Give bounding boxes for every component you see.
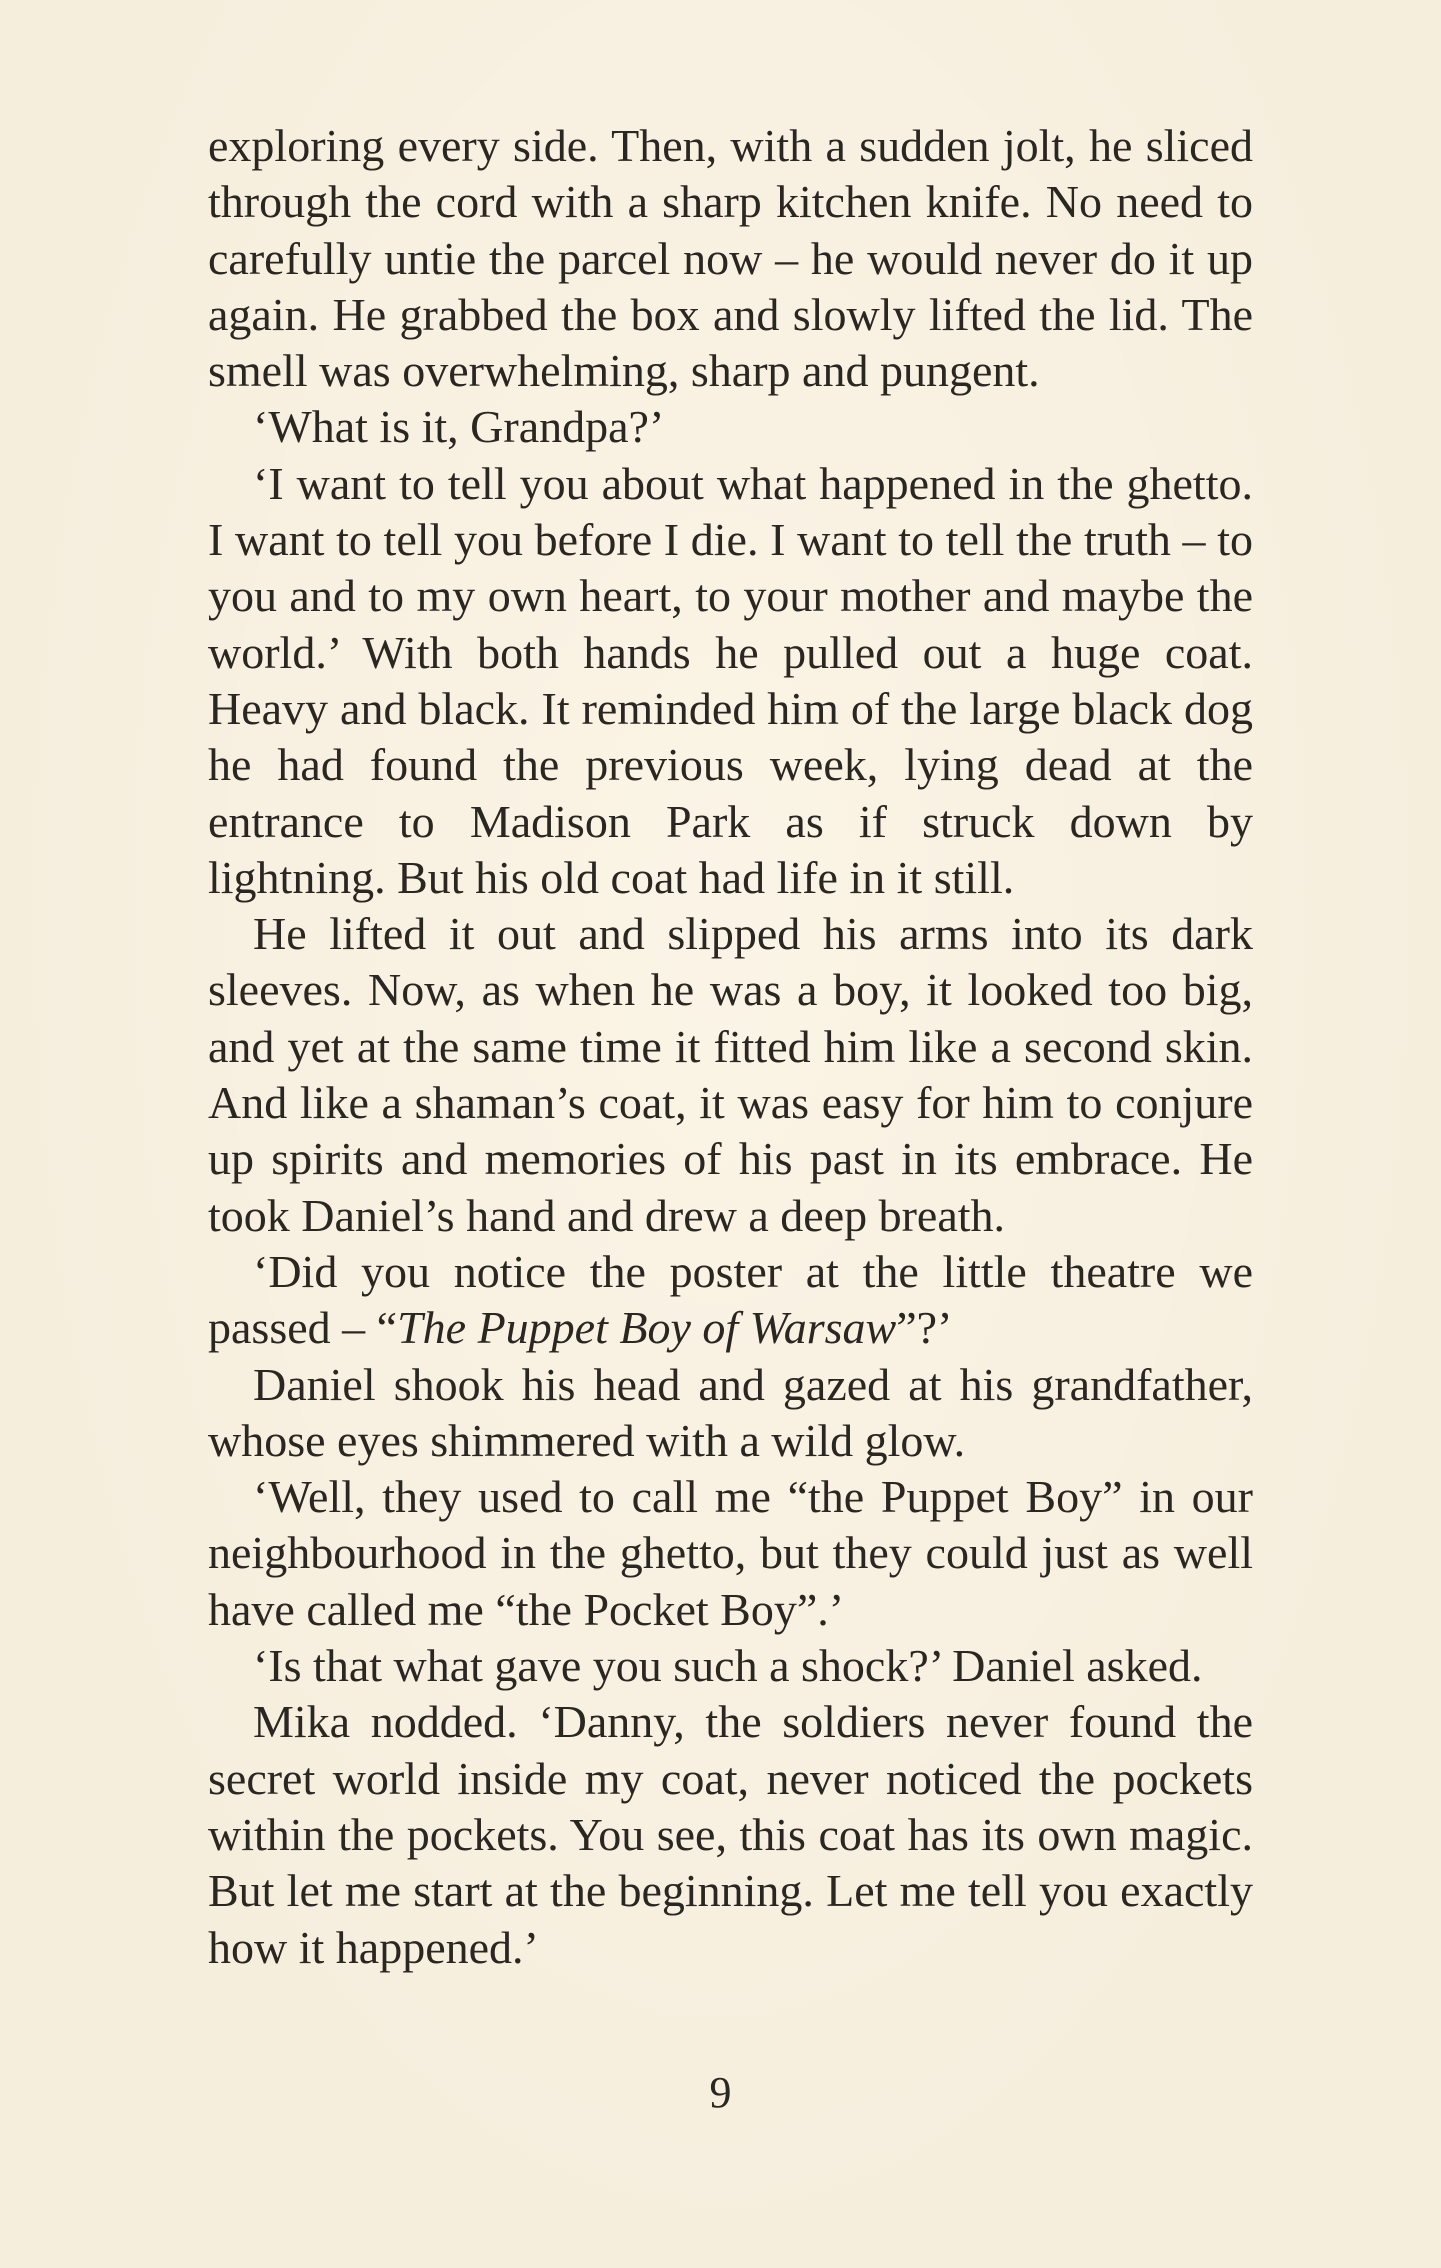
paragraph-7: ‘Well, they used to call me “the Puppet Boy” in our neighbourhood in the ghetto, but they could just as well have called me “the Pocket Boy”.’	[208, 1471, 1253, 1635]
paragraph-3: ‘I want to tell you about what happened in the ghetto. I want to tell you before I die. I want to tell the truth – to you and to my own heart, to your mother and maybe the world.’ With both hands he pulled out a huge coat. Heavy and black. It reminded him of the large black dog he had found the previous week, lying dead at the entrance to Madison Park as if struck down by lightning. But his old coat had life in it still.	[208, 457, 1253, 903]
paragraph-5-lead: ‘Did you notice the poster at the little theatre we passed – “	[208, 1245, 1253, 1354]
paragraph-8: ‘Is that what gave you such a shock?’ Daniel asked.	[253, 1640, 1203, 1692]
paragraph-5	[208, 1244, 1253, 1357]
play-title: The Puppet Boy of Warsaw	[397, 1302, 897, 1354]
paragraph-2: ‘What is it, Grandpa?’	[253, 401, 665, 453]
paragraph-5-tail: ”?’	[896, 1302, 953, 1354]
paragraph-1: exploring every side. Then, with a sudden jolt, he sliced through the cord with a sharp kitchen knife. No need to carefully untie the parcel now – he would never do it up again. He grabbed the box and slowly lifted the lid. The smell was overwhelming, sharp and pungent.	[208, 120, 1253, 397]
page-number: 9	[709, 2068, 732, 2117]
paragraph-4: He lifted it out and slipped his arms into its dark sleeves. Now, as when he was a boy, it looked too big, and yet at the same time it fitted him like a second skin. And like a shaman’s coat, it was easy for him to conjure up spirits and memories of his past in its embrace. He took Daniel’s hand and drew a deep breath.	[208, 908, 1253, 1241]
paragraph-6: Daniel shook his head and gazed at his grandfather, whose eyes shimmered with a wild glow.	[208, 1358, 1253, 1466]
paragraph-9: Mika nodded. ‘Danny, the soldiers never found the secret world inside my coat, never noticed the pockets within the pockets. You see, this coat has its own magic. But let me start at the beginning. Let me tell you exactly how it happened.’	[208, 1696, 1253, 1973]
body-text	[208, 118, 1253, 1976]
